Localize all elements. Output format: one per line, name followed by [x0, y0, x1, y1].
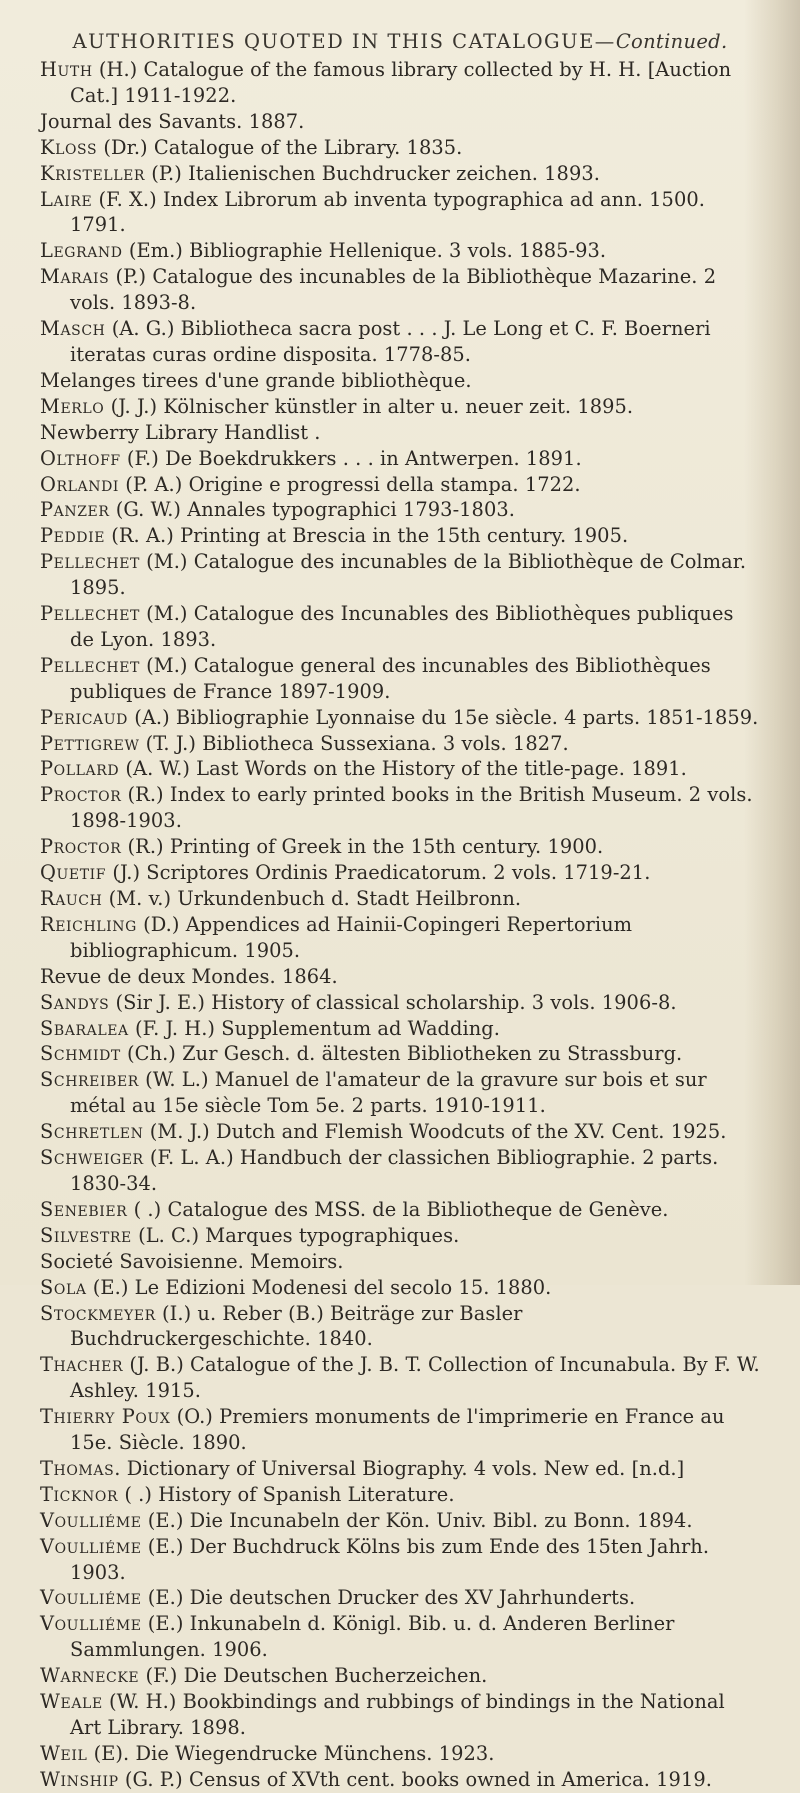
- bibliography-entry: [40, 1145, 760, 1197]
- bibliography-entry: [40, 912, 760, 964]
- entry-text: (Sir J. E.) History of classical scholarship. 3 vols. 1906-8.: [109, 990, 677, 1014]
- entry-author: Thacher: [40, 1353, 124, 1377]
- entry-author: Pericaud: [40, 705, 128, 729]
- entry-author: Voulliéme: [40, 1612, 142, 1636]
- entry-text: (F. X.) Index Librorum ab inventa typographica ad ann. 1500. 1791.: [70, 187, 705, 237]
- bibliography-entry: [40, 990, 760, 1016]
- entry-text: (Em.) Bibliographie Hellenique. 3 vols. 1885-93.: [122, 239, 607, 263]
- entry-text: (W. L.) Manuel de l'amateur de la gravure sur bois et sur métal au 15e siècle Tom 5e. 2 parts. 1910-1911.: [70, 1068, 707, 1118]
- entry-author: Masch: [40, 317, 106, 341]
- entry-text: (A. W.) Last Words on the History of the title-page. 1891.: [119, 757, 687, 781]
- bibliography-entry: [40, 316, 760, 368]
- bibliography-entry: [40, 1404, 760, 1456]
- entry-author: Schweiger: [40, 1146, 144, 1170]
- entry-text: (A. G.) Bibliotheca sacra post . . . J. Le Long et C. F. Boerneri iteratas curas ordine disposita. 1778-85.: [70, 317, 711, 366]
- entry-text: (F. L. A.) Handbuch der classichen Bibliographie. 2 parts. 1830-34.: [70, 1146, 719, 1195]
- bibliography-entry: [40, 187, 760, 239]
- bibliography-entry: [40, 1456, 760, 1482]
- entry-text: (P.) Catalogue des incunables de la Bibliothèque Mazarine. 2 vols. 1893-8.: [70, 265, 717, 315]
- bibliography-entry: [40, 1041, 760, 1067]
- entry-text: ( .) Catalogue des MSS. de la Bibliotheque de Genève.: [127, 1197, 669, 1221]
- bibliography-entry: [40, 394, 760, 420]
- entry-text: (E.) Der Buchdruck Kölns bis zum Ende des 15ten Jahrh. 1903.: [70, 1534, 710, 1584]
- entry-author: Peddie: [40, 524, 106, 548]
- bibliography-entry: [40, 109, 760, 135]
- entry-text: (P. A.) Origine e progressi della stampa. 1722.: [119, 472, 581, 496]
- bibliography-entry: [40, 1508, 760, 1534]
- entry-author: Senebier: [40, 1197, 128, 1221]
- entry-author: Weil: [40, 1741, 88, 1765]
- entry-author: Schretlen: [40, 1120, 144, 1144]
- entry-text: (E). Die Wiegendrucke Münchens. 1923.: [87, 1741, 495, 1765]
- entry-author: Proctor: [40, 835, 122, 859]
- bibliography-entry: [40, 601, 760, 653]
- bibliography-entry: [40, 1119, 760, 1145]
- entry-text: (P.) Italienischen Buchdrucker zeichen. 1893.: [145, 161, 600, 185]
- bibliography-entry: [40, 238, 760, 264]
- entry-text: (R.) Printing of Greek in the 15th century. 1900.: [121, 835, 604, 859]
- entry-author: Schreiber: [40, 1068, 139, 1092]
- entry-text: (H.) Catalogue of the famous library collected by H. H. [Auction Cat.] 1911-1922.: [70, 58, 732, 107]
- entry-text: (Ch.) Zur Gesch. d. ältesten Bibliotheken zu Strassburg.: [120, 1042, 683, 1066]
- entry-author: Huth: [40, 58, 93, 81]
- bibliography-entry: [40, 161, 760, 187]
- heading-continued: Continued.: [615, 30, 728, 53]
- entry-author: Thomas: [40, 1456, 115, 1480]
- bibliography-entry: [40, 886, 760, 912]
- bibliography-entry: [40, 1249, 760, 1275]
- bibliography-entry: [40, 1016, 760, 1042]
- entry-author: Marais: [40, 265, 110, 289]
- entry-author: Stockmeyer: [40, 1301, 156, 1325]
- entry-author: Ticknor: [40, 1482, 119, 1506]
- bibliography-entry: [40, 860, 760, 886]
- entry-author: Pellechet: [40, 653, 140, 677]
- bibliography-entry: [40, 420, 760, 446]
- entry-author: Proctor: [40, 783, 122, 807]
- entry-author: Sola: [40, 1275, 87, 1299]
- entry-author: Schmidt: [40, 1042, 121, 1066]
- entry-author: Weale: [40, 1690, 103, 1714]
- bibliography-entry: [40, 523, 760, 549]
- entry-text: (J. J.) Kölnischer künstler in alter u. neuer zeit. 1895.: [104, 394, 634, 418]
- entry-author: Silvestre: [40, 1223, 132, 1247]
- bibliography-entry: [40, 834, 760, 860]
- entry-author: Winship: [40, 1767, 119, 1791]
- entry-text: ( .) History of Spanish Literature.: [118, 1482, 455, 1506]
- entry-author: Rauch: [40, 887, 103, 910]
- entry-author: Sbaralea: [40, 1016, 129, 1040]
- bibliography-entry: [40, 731, 760, 757]
- bibliography-entry: [40, 549, 760, 601]
- entry-author: Warnecke: [40, 1664, 140, 1688]
- entry-text: (F.) Die Deutschen Bucherzeichen.: [139, 1664, 488, 1688]
- bibliography-entry: [40, 446, 760, 472]
- entry-text: Societé Savoisienne. Memoirs.: [40, 1249, 344, 1273]
- entry-text: (Dr.) Catalogue of the Library. 1835.: [97, 135, 463, 159]
- entry-text: (G. P.) Census of XVth cent. books owned in America. 1919.: [118, 1767, 712, 1791]
- bibliography-entry: [40, 653, 760, 705]
- entry-text: Journal des Savants. 1887.: [40, 109, 305, 133]
- entry-author: Reichling: [40, 912, 137, 936]
- bibliography-entry: [40, 705, 760, 731]
- heading-main: AUTHORITIES QUOTED IN THIS CATALOGUE—: [72, 30, 616, 53]
- entry-text: (M.) Catalogue des Incunables des Bibliothèques publiques de Lyon. 1893.: [70, 602, 734, 651]
- bibliography-entry: [40, 756, 760, 782]
- entry-text: (E.) Le Edizioni Modenesi del secolo 15. 1880.: [86, 1275, 552, 1299]
- authorities-list: [40, 57, 760, 1793]
- entry-text: (M. v.) Urkundenbuch d. Stadt Heilbronn.: [102, 887, 522, 910]
- bibliography-entry: [40, 1585, 760, 1611]
- entry-text: (M.) Catalogue general des incunables des Bibliothèques publiques de France 1897-1909.: [70, 653, 711, 703]
- entry-author: Pettigrew: [40, 731, 140, 755]
- entry-text: (F.) De Boekdrukkers . . . in Antwerpen. 1891.: [120, 446, 582, 470]
- bibliography-entry: [40, 782, 760, 834]
- entry-text: Melanges tirees d'une grande bibliothèque.: [40, 368, 472, 392]
- bibliography-entry: [40, 1197, 760, 1223]
- bibliography-entry: [40, 1352, 760, 1404]
- entry-text: (A.) Bibliographie Lyonnaise du 15e siècle. 4 parts. 1851-1859.: [127, 705, 759, 729]
- bibliography-entry: [40, 1067, 760, 1119]
- entry-text: (G. W.) Annales typographici 1793-1803.: [109, 498, 515, 522]
- bibliography-entry: [40, 1741, 760, 1767]
- entry-author: Olthoff: [40, 446, 121, 470]
- entry-author: Quetif: [40, 861, 107, 885]
- entry-text: (R. A.) Printing at Brescia in the 15th century. 1905.: [105, 524, 629, 548]
- bibliography-entry: [40, 368, 760, 394]
- entry-text: (M.) Catalogue des incunables de la Bibliothèque de Colmar. 1895.: [70, 550, 747, 600]
- bibliography-entry: [40, 1275, 760, 1301]
- bibliography-entry: [40, 1534, 760, 1586]
- bibliography-entry: [40, 1611, 760, 1663]
- bibliography-entry: [40, 472, 760, 498]
- entry-text: . Dictionary of Universal Biography. 4 vols. New ed. [n.d.]: [114, 1456, 685, 1480]
- bibliography-entry: [40, 57, 760, 109]
- entry-text: (R.) Index to early printed books in the British Museum. 2 vols. 1898-1903.: [70, 783, 753, 833]
- entry-author: Pellechet: [40, 550, 140, 574]
- entry-text: (M. J.) Dutch and Flemish Woodcuts of the XV. Cent. 1925.: [143, 1120, 727, 1144]
- bibliography-entry: [40, 964, 760, 990]
- entry-text: (E.) Inkunabeln d. Königl. Bib. u. d. Anderen Berliner Sammlungen. 1906.: [70, 1612, 675, 1662]
- entry-text: (J. B.) Catalogue of the J. B. T. Collection of Incunabula. By F. W. Ashley. 1915.: [70, 1353, 760, 1403]
- entry-text: (W. H.) Bookbindings and rubbings of bindings in the National Art Library. 1898.: [70, 1690, 725, 1739]
- page-heading: [40, 30, 760, 53]
- entry-text: Newberry Library Handlist .: [40, 420, 321, 444]
- bibliography-entry: [40, 1663, 760, 1689]
- entry-text: (T. J.) Bibliotheca Sussexiana. 3 vols. 1827.: [139, 731, 569, 755]
- entry-author: Kloss: [40, 135, 98, 159]
- entry-text: (J.) Scriptores Ordinis Praedicatorum. 2 vols. 1719-21.: [106, 861, 651, 885]
- entry-author: Voulliéme: [40, 1586, 142, 1610]
- entry-text: (I.) u. Reber (B.) Beiträge zur Basler Buchdruckergeschichte. 1840.: [70, 1301, 523, 1351]
- entry-text: (E.) Die Incunabeln der Kön. Univ. Bibl. zu Bonn. 1894.: [141, 1508, 693, 1532]
- entry-author: Kristeller: [40, 161, 146, 185]
- entry-text: (L. C.) Marques typographiques.: [131, 1223, 460, 1247]
- entry-author: Pollard: [40, 757, 120, 781]
- entry-text: (D.) Appendices ad Hainii-Copingeri Repertorium bibliographicum. 1905.: [70, 912, 633, 962]
- entry-text: (E.) Die deutschen Drucker des XV Jahrhunderts.: [141, 1586, 636, 1610]
- bibliography-entry: [40, 135, 760, 161]
- bibliography-entry: [40, 1223, 760, 1249]
- entry-author: Sandys: [40, 990, 110, 1014]
- entry-text: Revue de deux Mondes. 1864.: [40, 964, 338, 988]
- entry-text: (O.) Premiers monuments de l'imprimerie en France au 15e. Siècle. 1890.: [70, 1405, 725, 1455]
- entry-author: Panzer: [40, 498, 110, 522]
- entry-author: Merlo: [40, 394, 105, 418]
- bibliography-entry: [40, 264, 760, 316]
- bibliography-entry: [40, 1767, 760, 1793]
- bibliography-entry: [40, 497, 760, 523]
- entry-author: Pellechet: [40, 602, 140, 626]
- entry-text: (F. J. H.) Supplementum ad Wadding.: [128, 1016, 500, 1040]
- entry-author: Voulliéme: [40, 1508, 142, 1532]
- entry-author: Thierry Poux: [40, 1405, 171, 1429]
- bibliography-entry: [40, 1482, 760, 1508]
- entry-author: Laire: [40, 187, 93, 211]
- entry-author: Orlandi: [40, 472, 120, 496]
- bibliography-entry: [40, 1689, 760, 1741]
- entry-author: Legrand: [40, 239, 123, 263]
- entry-author: Voulliéme: [40, 1534, 142, 1558]
- bibliography-entry: [40, 1301, 760, 1353]
